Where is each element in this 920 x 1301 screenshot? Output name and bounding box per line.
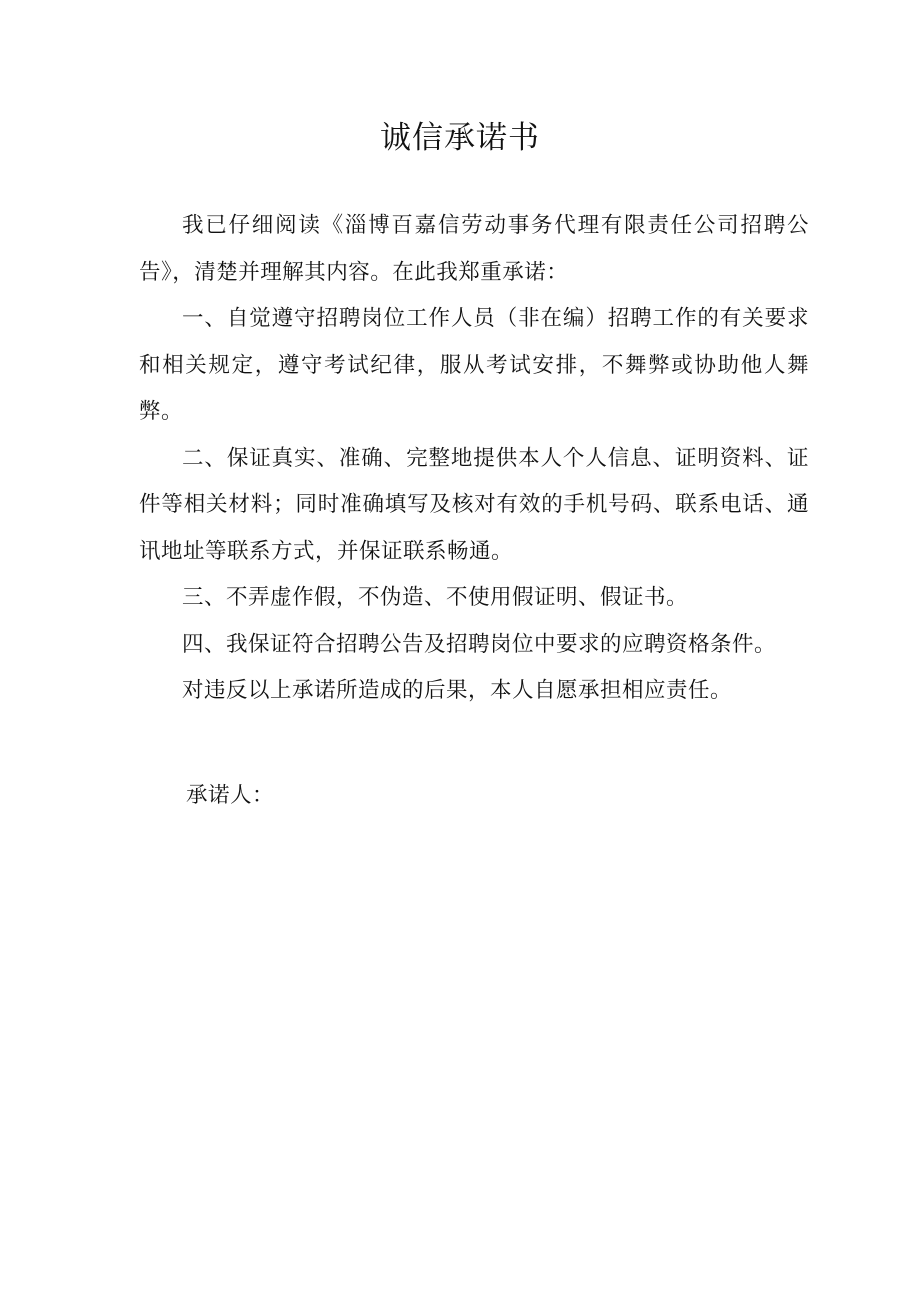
document-title: 诚信承诺书 (380, 120, 540, 156)
intro-paragraph: 我已仔细阅读《淄博百嘉信劳动事务代理有限责任公司招聘公告》，清楚并理解其内容。在此我郑重承诺： (139, 213, 809, 285)
signature-label: 承诺人： (186, 783, 275, 808)
pledge-item-3: 三、不弄虚作假，不伪造、不使用假证明、假证书。 (182, 585, 689, 610)
pledge-item-4: 四、我保证符合招聘公告及招聘岗位中要求的应聘资格条件。 (182, 631, 777, 657)
pledge-item-2: 二、保证真实、准确、完整地提供本人个人信息、证明资料、证件等相关材料；同时准确填写及核对有效的手机号码、联系电话、通讯地址等联系方式，并保证联系畅通。 (139, 445, 809, 564)
document-body (139, 203, 809, 715)
responsibility-statement: 对违反以上承诺所造成的后果，本人自愿承担相应责任。 (182, 678, 733, 703)
pledge-item-1: 一、自觉遵守招聘岗位工作人员（非在编）招聘工作的有关要求和相关规定，遵守考试纪律，服从考试安排，不舞弊或协助他人舞弊。 (139, 306, 809, 424)
